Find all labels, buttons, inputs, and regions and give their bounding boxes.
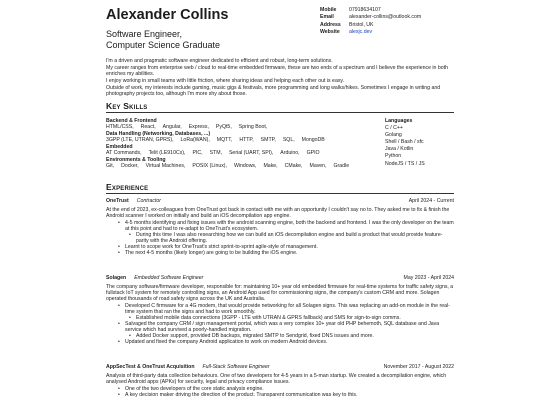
skill-items [106,163,366,169]
skill-item: Serial (UART, SPI), [228,150,274,157]
job-bullets [106,386,454,398]
company-name: Solagen [106,275,127,281]
skill-item: LoRa(WAN), [180,137,210,144]
company-name: OneTrust [106,198,129,204]
job-employer [106,275,203,282]
language-item: Python [385,153,402,160]
skill-item: SQL, [282,137,295,144]
job-entry [106,198,454,256]
job-title-line: Software Engineer, [106,29,183,39]
job-title-line: Computer Science Graduate [106,39,221,50]
intro-line: I'm a driven and pragmatic software engineer dedicated to efficient and robust, long-term solutions. [106,58,333,64]
job-bullet: • Learnt to scope work for OneTrust's strict sprint-to-sprint agile-style of management. [106,244,454,250]
job-sub-bullet: • Added Docker support, provided DB backups, migrated SMTP to Sendgrid, fixed DNS issues and more. [106,333,454,339]
job-dates: April 2024 - Current [408,198,454,204]
website-link[interactable]: alexjc.dev [349,28,373,35]
job-summary: Analysis of third-party data collection behaviours. One of two developers for 4-5 years in a 5-man startup. We created a decompilation engine, which analysed Android apps (APKs) for security, legal and privacy compliance issues. [106,372,447,385]
skill-item: SMTP, [260,137,276,144]
skill-item: Make, [263,163,278,170]
skill-item: Virtual Machines, [145,163,186,170]
skill-group [106,144,366,156]
contact-value: Bristol, UK [349,21,374,28]
email-link[interactable]: alexander-collins@outlook.com [349,14,422,21]
language-item: Golang [385,132,402,139]
skill-group-name: Embedded [106,144,133,150]
job-entry [106,364,454,398]
skill-group [106,157,366,169]
skill-items [106,124,366,130]
skill-item: MQTT, [216,137,233,144]
company-name: AppSecTest & OneTrust Acquisition [106,364,195,370]
skill-group [106,131,366,143]
skill-item: POSIX (Linux), [192,163,227,170]
job-bullets [106,303,454,345]
skill-item: MongoDB [301,137,325,144]
job-dates: November 2017 - August 2022 [383,364,454,370]
skill-item: Git, [106,163,115,170]
skill-item: Arduino, [280,150,300,157]
job-employer [106,364,270,371]
skill-group-name: Environments & Tooling [106,157,166,163]
job-employer [106,198,161,205]
job-sub-bullet: • During this time I was also researching how we can build an iOS decompilation engine and build a product that would provide feature-parity with the Android offering. [106,232,454,244]
skill-item: HTTP, [239,137,254,144]
experience-heading: Experience [106,183,454,194]
intro-line: Outside of work, my interests include gaming, music gigs & festivals, more programming and long walks/hikes. Sometimes I engage in writing and photography projects too, although I'm more shy about those. [106,85,441,98]
job-summary: At the end of 2023, ex-colleagues from OneTrust got back in contact with me with an opportunity I couldn't say no to. They asked me to fix & finish the Android scanner I worked on initially and build an iOS decompilation app engine. [106,206,450,219]
contact-label: Mobile [320,7,337,13]
language-item: C / C++ [385,125,403,132]
job-title [106,29,220,50]
skill-item: CMake, [284,163,303,170]
job-bullet: • 4-5 months identifying and fixing issues with the android scanning engine, both the backend and frontend. I was the only developer on the team at this point and had to re-adapt to OneTrust's ecosystem. [106,220,454,232]
skill-item: Gradle [333,163,350,170]
contact-label: Email [320,14,334,21]
job-role: Contractor [136,198,161,204]
languages-heading: Languages [385,118,413,124]
skill-item: Docker, [121,163,139,170]
job-header [106,198,454,205]
contact-label: Website [320,28,340,35]
skill-item: Express, [188,124,209,131]
skill-item: PyQt5, [215,124,232,131]
language-item: Java / Kotlin [385,146,414,153]
job-role: Embedded Software Engineer [134,275,204,281]
job-bullet: • Updated and fixed the company Android application to work on modern Android devices. [106,339,454,345]
skill-items [106,137,366,143]
skill-item: Spring Boot, [238,124,268,131]
contact-value: 07918634107 [349,7,381,13]
job-bullet: • One of the two developers of the core static analysis engine. [106,386,454,392]
job-sub-bullet: • Established mobile data connections (3GPP - LTE with UTRAN & GPRS fallback) and SMS for sign-to-sign comms. [106,315,454,321]
intro-summary [106,58,454,99]
contact-website [320,29,421,36]
job-dates: May 2023 - April 2024 [403,275,454,281]
skill-group-name: Data Handling (Networking, Databases, ...) [106,131,211,137]
skill-item: React, [140,124,156,131]
contact-mobile [320,7,421,14]
skill-item: GPIO [306,150,320,157]
job-summary: The company software/firmware developer, responsible for: maintaining 10+ year old embedded firmware for real-time systems for traffic safety signs, a fullstack IoT system for remotely controlling signs, an Android App used for commissioning signs, the company's custom CRM and more. Solagen operated thousands of road safety signs across the UK and Australia. [106,283,454,302]
intro-line: My career ranges from enterprise web / cloud to real-time embedded firmware, these are two ends of a spectrum and I believe the experience in both enriches my abilities. [106,65,448,78]
intro-line: I enjoy working in small teams with little friction, where sharing ideas and helping each other out is easy. [106,78,345,85]
job-bullet: • The next 4-5 months (likely longer) are going to be building the iOS engine. [106,250,454,256]
languages-list [385,118,425,168]
skill-item: STM, [209,150,222,157]
skill-group-name: Backend & Frontend [106,118,157,124]
job-bullet: • Developed C firmware for a 4G modem, that would provide networking for all Solagen signs. This was replacing an add-on module in the real-time system that ran the signs and had to work smoothly. [106,303,454,315]
job-role: Full-Stack Software Engineer [202,364,270,370]
language-item: Shell / Bash / sfc [385,139,424,146]
contact-email [320,14,421,21]
skill-item: Maven, [309,163,327,170]
skill-item: Windows, [233,163,257,170]
job-header [106,364,454,371]
candidate-name: Alexander Collins [106,7,229,23]
contact-address [320,22,421,29]
language-item: NodeJS / TS / JS [385,160,425,167]
job-bullet: • A key decision maker driving the direction of the product. Transparent communication was key to this. [106,392,454,398]
skills-list [106,118,366,170]
skill-group [106,118,366,130]
contact-details [320,7,421,36]
skill-item: PIC, [192,150,203,157]
key-skills-heading: Key Skills [106,102,454,113]
skill-item: Telit (LE910Cx), [148,150,186,157]
job-entry [106,275,454,345]
skill-item: HTML/CSS, [106,124,134,131]
skill-item: 3GPP (LTE, UTRAN, GPRS), [106,137,174,144]
skill-item: AT Commands, [106,150,142,157]
skill-items [106,150,366,156]
job-header [106,275,454,282]
job-bullet: • Salvaged the company CRM / sign management portal, which was a very complex 10+ year old PHP behemoth, SQL database and Java service which had survived a poorly-handled migration. [106,321,454,333]
skill-item: Angular, [162,124,182,131]
job-bullets [106,220,454,256]
contact-label: Address [320,21,341,28]
